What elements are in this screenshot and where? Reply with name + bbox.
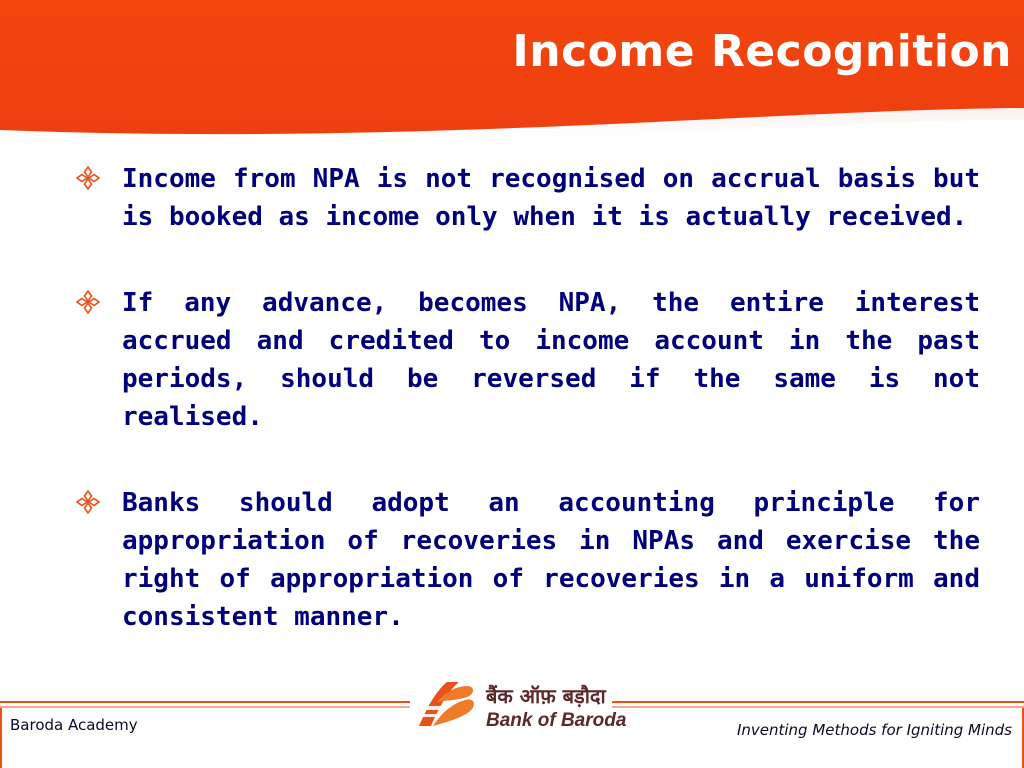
footer-tagline: Inventing Methods for Igniting Minds	[736, 721, 1012, 739]
header-banner	[0, 0, 1024, 160]
bullet-item	[76, 284, 980, 436]
slide-title: Income Recognition	[512, 26, 1012, 77]
bank-of-baroda-logo-icon	[413, 678, 477, 730]
four-diamond-bullet-icon	[76, 166, 100, 190]
bullet-item	[76, 484, 980, 636]
logo-english-text: Bank of Baroda	[486, 710, 627, 731]
bullet-text: Income from NPA is not recognised on accrual basis but is booked as income only when it is actually received.	[122, 164, 980, 232]
bullet-list	[76, 160, 980, 684]
bullet-text: Banks should adopt an accounting principle for appropriation of recoveries in NPAs and exercise the right of appropriation of recoveries in a uniform and consistent manner.	[122, 488, 980, 632]
four-diamond-bullet-icon	[76, 490, 100, 514]
footer-left-text: Baroda Academy	[10, 716, 138, 734]
four-diamond-bullet-icon	[76, 290, 100, 314]
footer	[0, 672, 1024, 768]
bullet-text: If any advance, becomes NPA, the entire interest accrued and credited to income account in the past periods, should be reversed if the same is not realised.	[122, 288, 980, 432]
bullet-item	[76, 160, 980, 236]
header-swoosh	[0, 0, 1024, 160]
logo-hindi-text: बैंक ऑफ़ बड़ौदा	[486, 684, 606, 708]
